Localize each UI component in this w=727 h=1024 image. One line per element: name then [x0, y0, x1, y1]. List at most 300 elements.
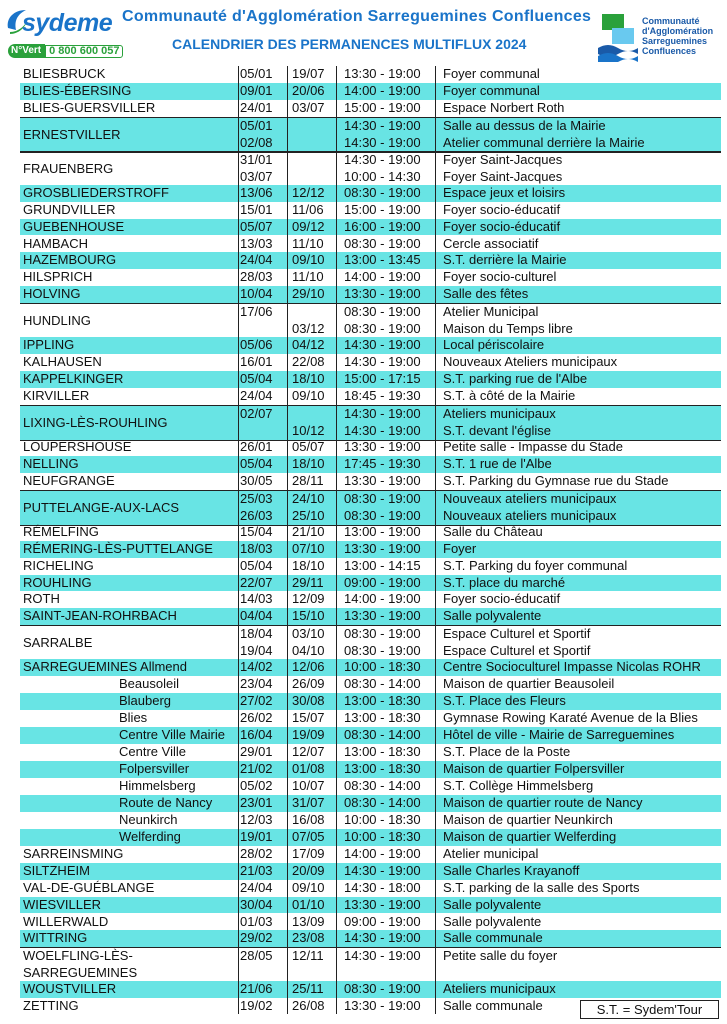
commune-name: BLIESBRUCK — [23, 66, 106, 81]
location: S.T. 1 rue de l'Albe — [443, 455, 552, 471]
commune-name: NELLING — [23, 455, 79, 471]
column-divider — [287, 66, 288, 1014]
table-row — [20, 575, 721, 592]
table-row — [20, 608, 721, 625]
date-2: 31/07 — [292, 794, 325, 810]
date-1: 01/03 — [240, 913, 273, 929]
date-2: 23/08 — [292, 930, 325, 946]
date-1: 30/05 — [240, 472, 273, 488]
time-range: 14:30 - 19:00 — [344, 337, 421, 353]
date-2: 21/10 — [292, 523, 325, 539]
table-row — [20, 710, 721, 727]
location: Maison de quartier Beausoleil — [443, 676, 615, 692]
commune-name: WOUSTVILLER — [23, 981, 117, 997]
commune-name: BLIES-ÉBERSING — [23, 82, 132, 98]
commune-name: NEUFGRANGE — [23, 472, 115, 488]
table-row — [20, 947, 721, 983]
commune-name: SARREGUEMINES Allmend — [23, 659, 187, 675]
agglomeration-logo — [598, 12, 726, 62]
commune-name: WIESVILLER — [23, 896, 102, 912]
date-2: 12/11 — [292, 948, 324, 964]
location: Maison de quartier Welferding — [443, 828, 617, 844]
date-1: 15/01 — [240, 201, 273, 217]
location: Espace jeux et loisirs — [443, 184, 566, 200]
commune-name: WILLERWALD — [23, 913, 109, 929]
location: Salle au dessus de la Mairie — [443, 117, 606, 133]
table-row — [20, 473, 721, 490]
date-1: 05/04 — [240, 557, 273, 573]
date-2: 20/06 — [292, 82, 325, 98]
commune-name: HAZEMBOURG — [23, 252, 117, 268]
time-range: 10:00 - 18:30 — [344, 811, 421, 827]
date-2: 18/10 — [292, 455, 325, 471]
commune-name: Blauberg — [119, 693, 172, 709]
table-row — [20, 83, 721, 100]
table-row — [20, 659, 721, 676]
commune-name: Blies — [119, 710, 148, 726]
commune-name: SARRALBE — [23, 635, 93, 651]
time-range: 13:30 - 19:00 — [344, 472, 421, 488]
location: Nouveaux Ateliers municipaux — [443, 354, 618, 370]
column-divider — [435, 66, 436, 1014]
time-range: 08:30 - 19:00 — [344, 490, 421, 506]
date-1: 26/03 — [240, 507, 273, 523]
commune-name: KIRVILLER — [23, 388, 90, 404]
table-row — [20, 981, 721, 998]
commune-name: ROUHLING — [23, 574, 92, 590]
date-1: 15/04 — [240, 523, 273, 539]
time-range: 13:00 - 18:30 — [344, 710, 421, 726]
date-2: 12/06 — [292, 659, 325, 675]
date-1: 24/04 — [240, 252, 273, 268]
table-row — [20, 897, 721, 914]
table-row — [20, 676, 721, 693]
table-row — [20, 100, 721, 117]
time-range: 08:30 - 19:00 — [344, 235, 421, 251]
table-row — [20, 202, 721, 219]
date-2: 04/10 — [292, 643, 325, 659]
commune-name: IPPLING — [23, 337, 75, 353]
time-range: 13:30 - 19:00 — [344, 608, 421, 624]
table-row — [20, 727, 721, 744]
date-2: 20/09 — [292, 862, 325, 878]
location: Atelier communal derrière la Mairie — [443, 134, 645, 150]
location: Salle polyvalente — [443, 913, 542, 929]
location: Salle polyvalente — [443, 896, 542, 912]
location: S.T. derrière la Mairie — [443, 252, 567, 268]
date-2: 30/08 — [292, 693, 325, 709]
date-1: 29/02 — [240, 930, 273, 946]
date-2: 05/07 — [292, 438, 325, 454]
location: Foyer Saint-Jacques — [443, 151, 563, 167]
time-range: 13:00 - 14:15 — [344, 557, 421, 573]
table-row — [20, 914, 721, 931]
date-2: 25/10 — [292, 507, 325, 523]
date-2: 26/08 — [292, 998, 325, 1014]
date-2: 03/10 — [292, 626, 325, 642]
column-divider — [336, 66, 337, 1014]
time-range: 14:30 - 19:00 — [344, 354, 421, 370]
location: Hôtel de ville - Mairie de Sarreguemines — [443, 727, 675, 743]
date-1: 02/08 — [240, 134, 273, 150]
date-2: 15/07 — [292, 710, 325, 726]
table-row — [20, 117, 721, 153]
date-2: 22/08 — [292, 354, 325, 370]
date-1: 14/03 — [240, 591, 273, 607]
date-1: 09/01 — [240, 82, 273, 98]
commune-name: KALHAUSEN — [23, 354, 102, 370]
date-1: 24/01 — [240, 99, 273, 115]
commune-name: Centre Ville — [119, 744, 186, 759]
date-1: 05/07 — [240, 218, 273, 234]
location: Foyer communal — [443, 66, 540, 81]
date-2: 28/11 — [292, 472, 324, 488]
location: Maison de quartier Folpersviller — [443, 760, 625, 776]
location: S.T. parking de la salle des Sports — [443, 879, 640, 895]
table-row — [20, 354, 721, 371]
commune-name: GROSBLIEDERSTROFF — [23, 184, 169, 200]
commune-name: SILTZHEIM — [23, 862, 90, 878]
commune-name: Himmelsberg — [119, 777, 196, 793]
date-1: 13/03 — [240, 235, 273, 251]
commune-name: VAL-DE-GUÉBLANGE — [23, 879, 155, 895]
date-2: 10/12 — [292, 422, 325, 438]
time-range: 08:30 - 19:00 — [344, 184, 421, 200]
date-1: 13/06 — [240, 184, 273, 200]
commune-name: LIXING-LÈS-ROUHLING — [23, 415, 168, 430]
date-2: 11/10 — [292, 235, 324, 251]
commune-name: FRAUENBERG — [23, 160, 114, 176]
time-range: 14:00 - 19:00 — [344, 845, 421, 861]
table-row — [20, 880, 721, 897]
table-row — [20, 66, 721, 83]
table-row — [20, 286, 721, 303]
location: S.T. Parking du foyer communal — [443, 557, 628, 573]
time-range: 14:30 - 19:00 — [344, 406, 421, 421]
date-1: 16/04 — [240, 727, 273, 743]
date-1: 28/03 — [240, 269, 273, 285]
table-row — [20, 930, 721, 947]
commune-name — [23, 948, 137, 982]
location: S.T. Collège Himmelsberg — [443, 777, 594, 793]
date-2: 10/07 — [292, 777, 325, 793]
location: Foyer communal — [443, 82, 540, 98]
date-2: 26/09 — [292, 676, 325, 692]
date-1: 21/03 — [240, 862, 273, 878]
location: S.T. place du marché — [443, 574, 566, 590]
date-1: 10/04 — [240, 286, 273, 302]
time-range: 08:30 - 14:00 — [344, 794, 421, 810]
time-range: 10:00 - 18:30 — [344, 828, 421, 844]
commune-name: HUNDLING — [23, 313, 91, 329]
legend-box: S.T. = Sydem'Tour — [580, 1000, 719, 1019]
location: Gymnase Rowing Karaté Avenue de la Blies — [443, 710, 698, 726]
date-1: 24/04 — [240, 879, 273, 895]
table-row — [20, 744, 721, 761]
page-title: CALENDRIER DES PERMANENCES MULTIFLUX 2024 — [172, 36, 527, 52]
table-row — [20, 761, 721, 778]
location: Espace Culturel et Sportif — [443, 626, 591, 642]
time-range: 15:00 - 19:00 — [344, 99, 421, 115]
commune-name: ERNESTVILLER — [23, 126, 121, 142]
time-range: 10:00 - 18:30 — [344, 659, 421, 675]
time-range: 13:00 - 18:30 — [344, 760, 421, 776]
location: S.T. Parking du Gymnase rue du Stade — [443, 472, 669, 488]
table-row — [20, 439, 721, 456]
date-2: 09/12 — [292, 218, 325, 234]
date-1: 26/02 — [240, 710, 273, 726]
date-2: 07/05 — [292, 828, 325, 844]
date-1: 27/02 — [240, 693, 273, 709]
date-2: 25/11 — [292, 981, 324, 997]
date-2: 11/10 — [292, 269, 324, 285]
table-row — [20, 371, 721, 388]
location: Petite salle du foyer — [443, 948, 558, 964]
time-range: 10:00 - 14:30 — [344, 168, 421, 184]
date-2: 12/07 — [292, 744, 325, 759]
sydeme-brand: sydeme — [22, 9, 113, 37]
table-row — [20, 693, 721, 710]
table-row — [20, 863, 721, 880]
date-1: 16/01 — [240, 354, 273, 370]
date-2: 29/11 — [292, 574, 324, 590]
commune-name: BLIES-GUERSVILLER — [23, 99, 156, 115]
location: Ateliers municipaux — [443, 406, 556, 421]
table-row — [20, 252, 721, 269]
date-2: 29/10 — [292, 286, 325, 302]
time-range: 08:30 - 19:00 — [344, 321, 421, 337]
date-1: 05/01 — [240, 117, 273, 133]
commune-name: ZETTING — [23, 998, 79, 1014]
commune-name: Folpersviller — [119, 760, 190, 776]
date-1: 19/01 — [240, 828, 273, 844]
table-row — [20, 846, 721, 863]
location: Espace Culturel et Sportif — [443, 643, 591, 659]
commune-name: HAMBACH — [23, 235, 89, 251]
date-2: 18/10 — [292, 371, 325, 387]
time-range: 08:30 - 14:00 — [344, 727, 421, 743]
date-2: 07/10 — [292, 540, 325, 556]
date-1: 04/04 — [240, 608, 273, 624]
page-supertitle: Communauté d'Agglomération Sarreguemines Confluences — [122, 8, 592, 25]
location: S.T. Place des Fleurs — [443, 693, 566, 709]
date-2: 04/12 — [292, 337, 325, 353]
commune-name: GRUNDVILLER — [23, 201, 116, 217]
date-1: 05/04 — [240, 371, 273, 387]
commune-name: Route de Nancy — [119, 794, 213, 810]
time-range: 14:30 - 19:00 — [344, 134, 421, 150]
location: Foyer Saint-Jacques — [443, 168, 563, 184]
table-row — [20, 778, 721, 795]
logo-line: d'Agglomération — [642, 26, 714, 36]
time-range: 14:00 - 19:00 — [344, 591, 421, 607]
location: Maison de quartier Neunkirch — [443, 811, 613, 827]
date-2: 09/10 — [292, 879, 325, 895]
date-2: 09/10 — [292, 252, 325, 268]
commune-name: Centre Ville Mairie — [119, 727, 225, 743]
location: S.T. Place de la Poste — [443, 744, 571, 759]
time-range: 13:30 - 19:00 — [344, 896, 421, 912]
table-row — [20, 456, 721, 473]
table-row — [20, 524, 721, 541]
date-2: 03/07 — [292, 99, 325, 115]
time-range: 14:30 - 19:00 — [344, 422, 421, 438]
date-1: 05/06 — [240, 337, 273, 353]
time-range: 13:30 - 19:00 — [344, 540, 421, 556]
date-1: 18/04 — [240, 626, 273, 642]
table-row — [20, 591, 721, 608]
date-1: 23/01 — [240, 794, 273, 810]
time-range: 14:30 - 19:00 — [344, 930, 421, 946]
date-2: 11/06 — [292, 201, 324, 217]
location: Atelier municipal — [443, 845, 539, 861]
time-range: 14:30 - 19:00 — [344, 948, 421, 964]
commune-name: RÉMELFING — [23, 523, 99, 539]
time-range: 14:30 - 19:00 — [344, 862, 421, 878]
time-range: 13:00 - 13:45 — [344, 252, 421, 268]
time-range: 14:00 - 19:00 — [344, 82, 421, 98]
table-row — [20, 829, 721, 846]
date-2: 17/09 — [292, 845, 325, 861]
date-2: 09/10 — [292, 388, 325, 404]
table-row — [20, 812, 721, 829]
page-header — [0, 0, 727, 66]
location: Foyer socio-éducatif — [443, 218, 561, 234]
location: Nouveaux ateliers municipaux — [443, 490, 617, 506]
commune-name-line: SARREGUEMINES — [23, 965, 138, 981]
logo-line: Communauté — [642, 16, 700, 26]
table-row — [20, 219, 721, 236]
date-2: 03/12 — [292, 321, 325, 337]
time-range: 13:00 - 18:30 — [344, 744, 421, 759]
time-range: 08:30 - 19:00 — [344, 507, 421, 523]
table-row — [20, 558, 721, 575]
location: Foyer — [443, 540, 477, 556]
date-1: 21/02 — [240, 760, 273, 776]
location: Salle Charles Krayanoff — [443, 862, 580, 878]
table-row — [20, 269, 721, 286]
date-1: 02/07 — [240, 406, 273, 421]
date-2: 19/07 — [292, 66, 325, 81]
date-1: 14/02 — [240, 659, 273, 675]
column-divider — [238, 66, 239, 1014]
time-range: 13:30 - 19:00 — [344, 438, 421, 454]
agglomeration-mark-icon — [598, 14, 638, 62]
commune-name: HOLVING — [23, 286, 81, 302]
date-1: 22/07 — [240, 574, 273, 590]
table-row — [20, 303, 721, 339]
time-range: 13:00 - 19:00 — [344, 523, 421, 539]
date-1: 28/05 — [240, 948, 273, 964]
commune-name: ROTH — [23, 591, 60, 607]
date-2: 12/12 — [292, 184, 325, 200]
logo-line: Confluences — [642, 46, 697, 56]
location: S.T. à côté de la Mairie — [443, 388, 576, 404]
commune-name: SARREINSMING — [23, 845, 124, 861]
location: Petite salle - Impasse du Stade — [443, 438, 623, 454]
commune-name: Welferding — [119, 828, 181, 844]
location: Maison de quartier route de Nancy — [443, 794, 643, 810]
commune-name: Beausoleil — [119, 676, 179, 692]
time-range: 09:00 - 19:00 — [344, 574, 421, 590]
table-row — [20, 151, 721, 187]
date-1: 05/04 — [240, 455, 273, 471]
date-1: 29/01 — [240, 744, 273, 759]
time-range: 08:30 - 19:00 — [344, 626, 421, 642]
location: Foyer socio-culturel — [443, 269, 557, 285]
location: Nouveaux ateliers municipaux — [443, 507, 617, 523]
table-row — [20, 490, 721, 526]
table-row — [20, 541, 721, 558]
date-2: 15/10 — [292, 608, 325, 624]
time-range: 13:30 - 19:00 — [344, 286, 421, 302]
date-1: 12/03 — [240, 811, 273, 827]
time-range: 15:00 - 17:15 — [344, 371, 421, 387]
location: Foyer socio-éducatif — [443, 591, 561, 607]
commune-name: SAINT-JEAN-ROHRBACH — [23, 608, 177, 624]
date-1: 23/04 — [240, 676, 273, 692]
date-1: 30/04 — [240, 896, 273, 912]
time-range: 14:30 - 19:00 — [344, 117, 421, 133]
location: Ateliers municipaux — [443, 981, 556, 997]
location: Salle communale — [443, 930, 543, 946]
time-range: 09:00 - 19:00 — [344, 913, 421, 929]
numero-vert-number: 0 800 600 057 — [45, 45, 123, 58]
date-2: 01/10 — [292, 896, 325, 912]
numero-vert-label: N°Vert — [8, 44, 45, 58]
commune-name: RICHELING — [23, 557, 94, 573]
time-range: 14:30 - 18:00 — [344, 879, 421, 895]
numero-vert — [8, 44, 123, 58]
table-row — [20, 185, 721, 202]
time-range: 08:30 - 14:00 — [344, 777, 421, 793]
location: Salle polyvalente — [443, 608, 542, 624]
location: Espace Norbert Roth — [443, 99, 565, 115]
time-range: 15:00 - 19:00 — [344, 201, 421, 217]
date-1: 21/06 — [240, 981, 273, 997]
location: Salle des fêtes — [443, 286, 529, 302]
date-2: 19/09 — [292, 727, 325, 743]
location: S.T. devant l'église — [443, 422, 551, 438]
commune-name: Neunkirch — [119, 811, 178, 827]
table-row — [20, 388, 721, 405]
commune-name: HILSPRICH — [23, 269, 93, 285]
time-range: 14:30 - 19:00 — [344, 151, 421, 167]
date-1: 05/02 — [240, 777, 273, 793]
agglomeration-logo-text — [642, 16, 713, 56]
time-range: 16:00 - 19:00 — [344, 218, 421, 234]
time-range: 17:45 - 19:30 — [344, 455, 421, 471]
date-1: 31/01 — [240, 151, 273, 167]
commune-name: LOUPERSHOUSE — [23, 438, 132, 454]
date-1: 17/06 — [240, 304, 273, 320]
time-range: 08:30 - 19:00 — [344, 981, 421, 997]
location: Local périscolaire — [443, 337, 545, 353]
commune-name: KAPPELKINGER — [23, 371, 124, 387]
commune-name: PUTTELANGE-AUX-LACS — [23, 499, 180, 515]
date-2: 13/09 — [292, 913, 325, 929]
date-2: 24/10 — [292, 490, 325, 506]
location: Salle du Château — [443, 523, 543, 539]
table-row — [20, 405, 721, 441]
table-row — [20, 236, 721, 253]
date-1: 19/04 — [240, 643, 273, 659]
table-row — [20, 337, 721, 354]
date-2: 12/09 — [292, 591, 325, 607]
time-range: 08:30 - 19:00 — [344, 304, 421, 320]
commune-name-line: WOELFLING-LÈS- — [23, 948, 133, 964]
time-range: 13:00 - 18:30 — [344, 693, 421, 709]
